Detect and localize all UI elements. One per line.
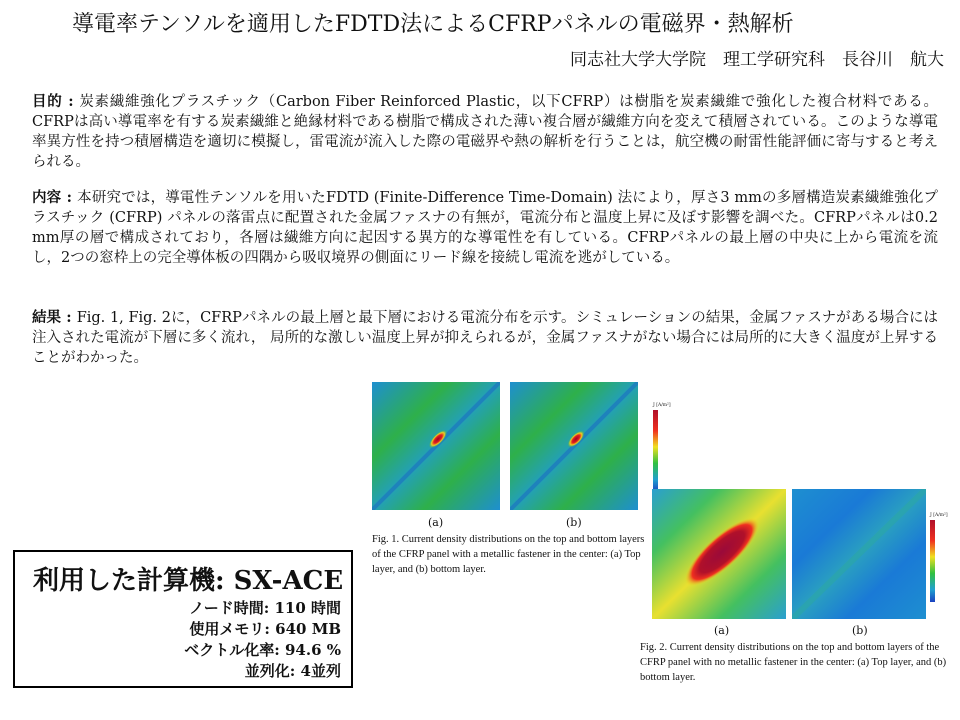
content-text: 本研究では，導電性テンソルを用いたFDTD (Finite-Difference Time-Domain) 法により，厚さ3 mmの多層構造炭素繊維強化プラスチック (CFRP) パネルの落雷点に配置された金属ファスナの有無が，電流分布と温度上昇に及ぼす影響を調べた。CFRPパネルは0.2 mm厚の層で構成されており，各層は繊維方向に起因する異方的な導電性を有している。CFRPパネルの最上層の中央に上から電流を流し，2つの窓枠上の完全導体板の四隅から吸収境界の側面にリード線を接続し電流を逃がしている。 <box>32 190 938 266</box>
fig1-label-b: (b) <box>566 516 582 529</box>
page-title: 導電率テンソルを適用したFDTD法によるCFRPパネルの電磁界・熱解析 <box>72 12 794 37</box>
fig2-caption: Fig. 2. Current density distributions on the top and bottom layers of the CFRP panel with no metallic fastener in the center: (a) Top layer, and (b) bottom layer. <box>640 642 947 683</box>
content-label: 内容 : <box>32 189 78 206</box>
computer-stats <box>184 598 341 682</box>
computer-info-box <box>13 550 353 688</box>
parallelization: 並列化: 4並列 <box>244 662 341 680</box>
results-section <box>32 308 938 368</box>
fig2-colorbar <box>928 510 958 606</box>
fig2-panel-a <box>652 489 786 619</box>
computer-heading: 利用した計算機: SX-ACE <box>33 566 344 596</box>
results-label: 結果 : <box>32 309 77 326</box>
fig2-label-a: (a) <box>714 624 730 637</box>
purpose-text: 炭素繊維強化プラスチック（Carbon Fiber Reinforced Plastic，以下CFRP）は樹脂を炭素繊維で強化した複合材料である。CFRPは高い導電率を有する炭素繊維と絶縁材料である樹脂で構成された薄い複合層が繊維方向を変えて積層されている。このような導電率異方性を持つ積層構造を適切に模擬し，雷電流が流入した際の電磁界や熱の解析を行うことは，航空機の耐雷性能評価に寄与すると考えられる。 <box>32 94 939 170</box>
fig1-caption: Fig. 1. Current density distributions on the top and bottom layers of the CFRP panel with a metallic fastener in the center: (a) Top layer, and (b) bottom layer. <box>372 534 645 575</box>
purpose-label: 目的 : <box>32 93 80 110</box>
results-text: Fig. 1, Fig. 2に，CFRPパネルの最上層と最下層における電流分布を示す。シミュレーションの結果，金属ファスナがある場合には注入された電流が下層に多く流れ， 局所的な激しい温度上昇が抑えられるが，金属ファスナがない場合には局所的に大きく温度が上昇することがわかった。 <box>32 310 939 366</box>
fig1-colorbar <box>650 400 690 496</box>
purpose-section <box>32 92 938 172</box>
fig1-panel-b <box>510 382 638 510</box>
fig1-colorbar-title: J [A/m²] <box>653 403 671 408</box>
fig1-panel-a <box>372 382 500 510</box>
node-time: ノード時間: 110 時間 <box>189 599 341 617</box>
vector-ratio: ベクトル化率: 94.6 % <box>184 641 341 659</box>
memory-usage: 使用メモリ: 640 MB <box>189 620 341 638</box>
author-line: 同志社大学大学院 理工学研究科 長谷川 航大 <box>570 50 944 70</box>
fig2-label-b: (b) <box>852 624 868 637</box>
content-section <box>32 188 938 268</box>
fig2-colorbar-title: J [A/m²] <box>930 513 948 518</box>
fig1-label-a: (a) <box>428 516 444 529</box>
fig2-panel-b <box>792 489 926 619</box>
